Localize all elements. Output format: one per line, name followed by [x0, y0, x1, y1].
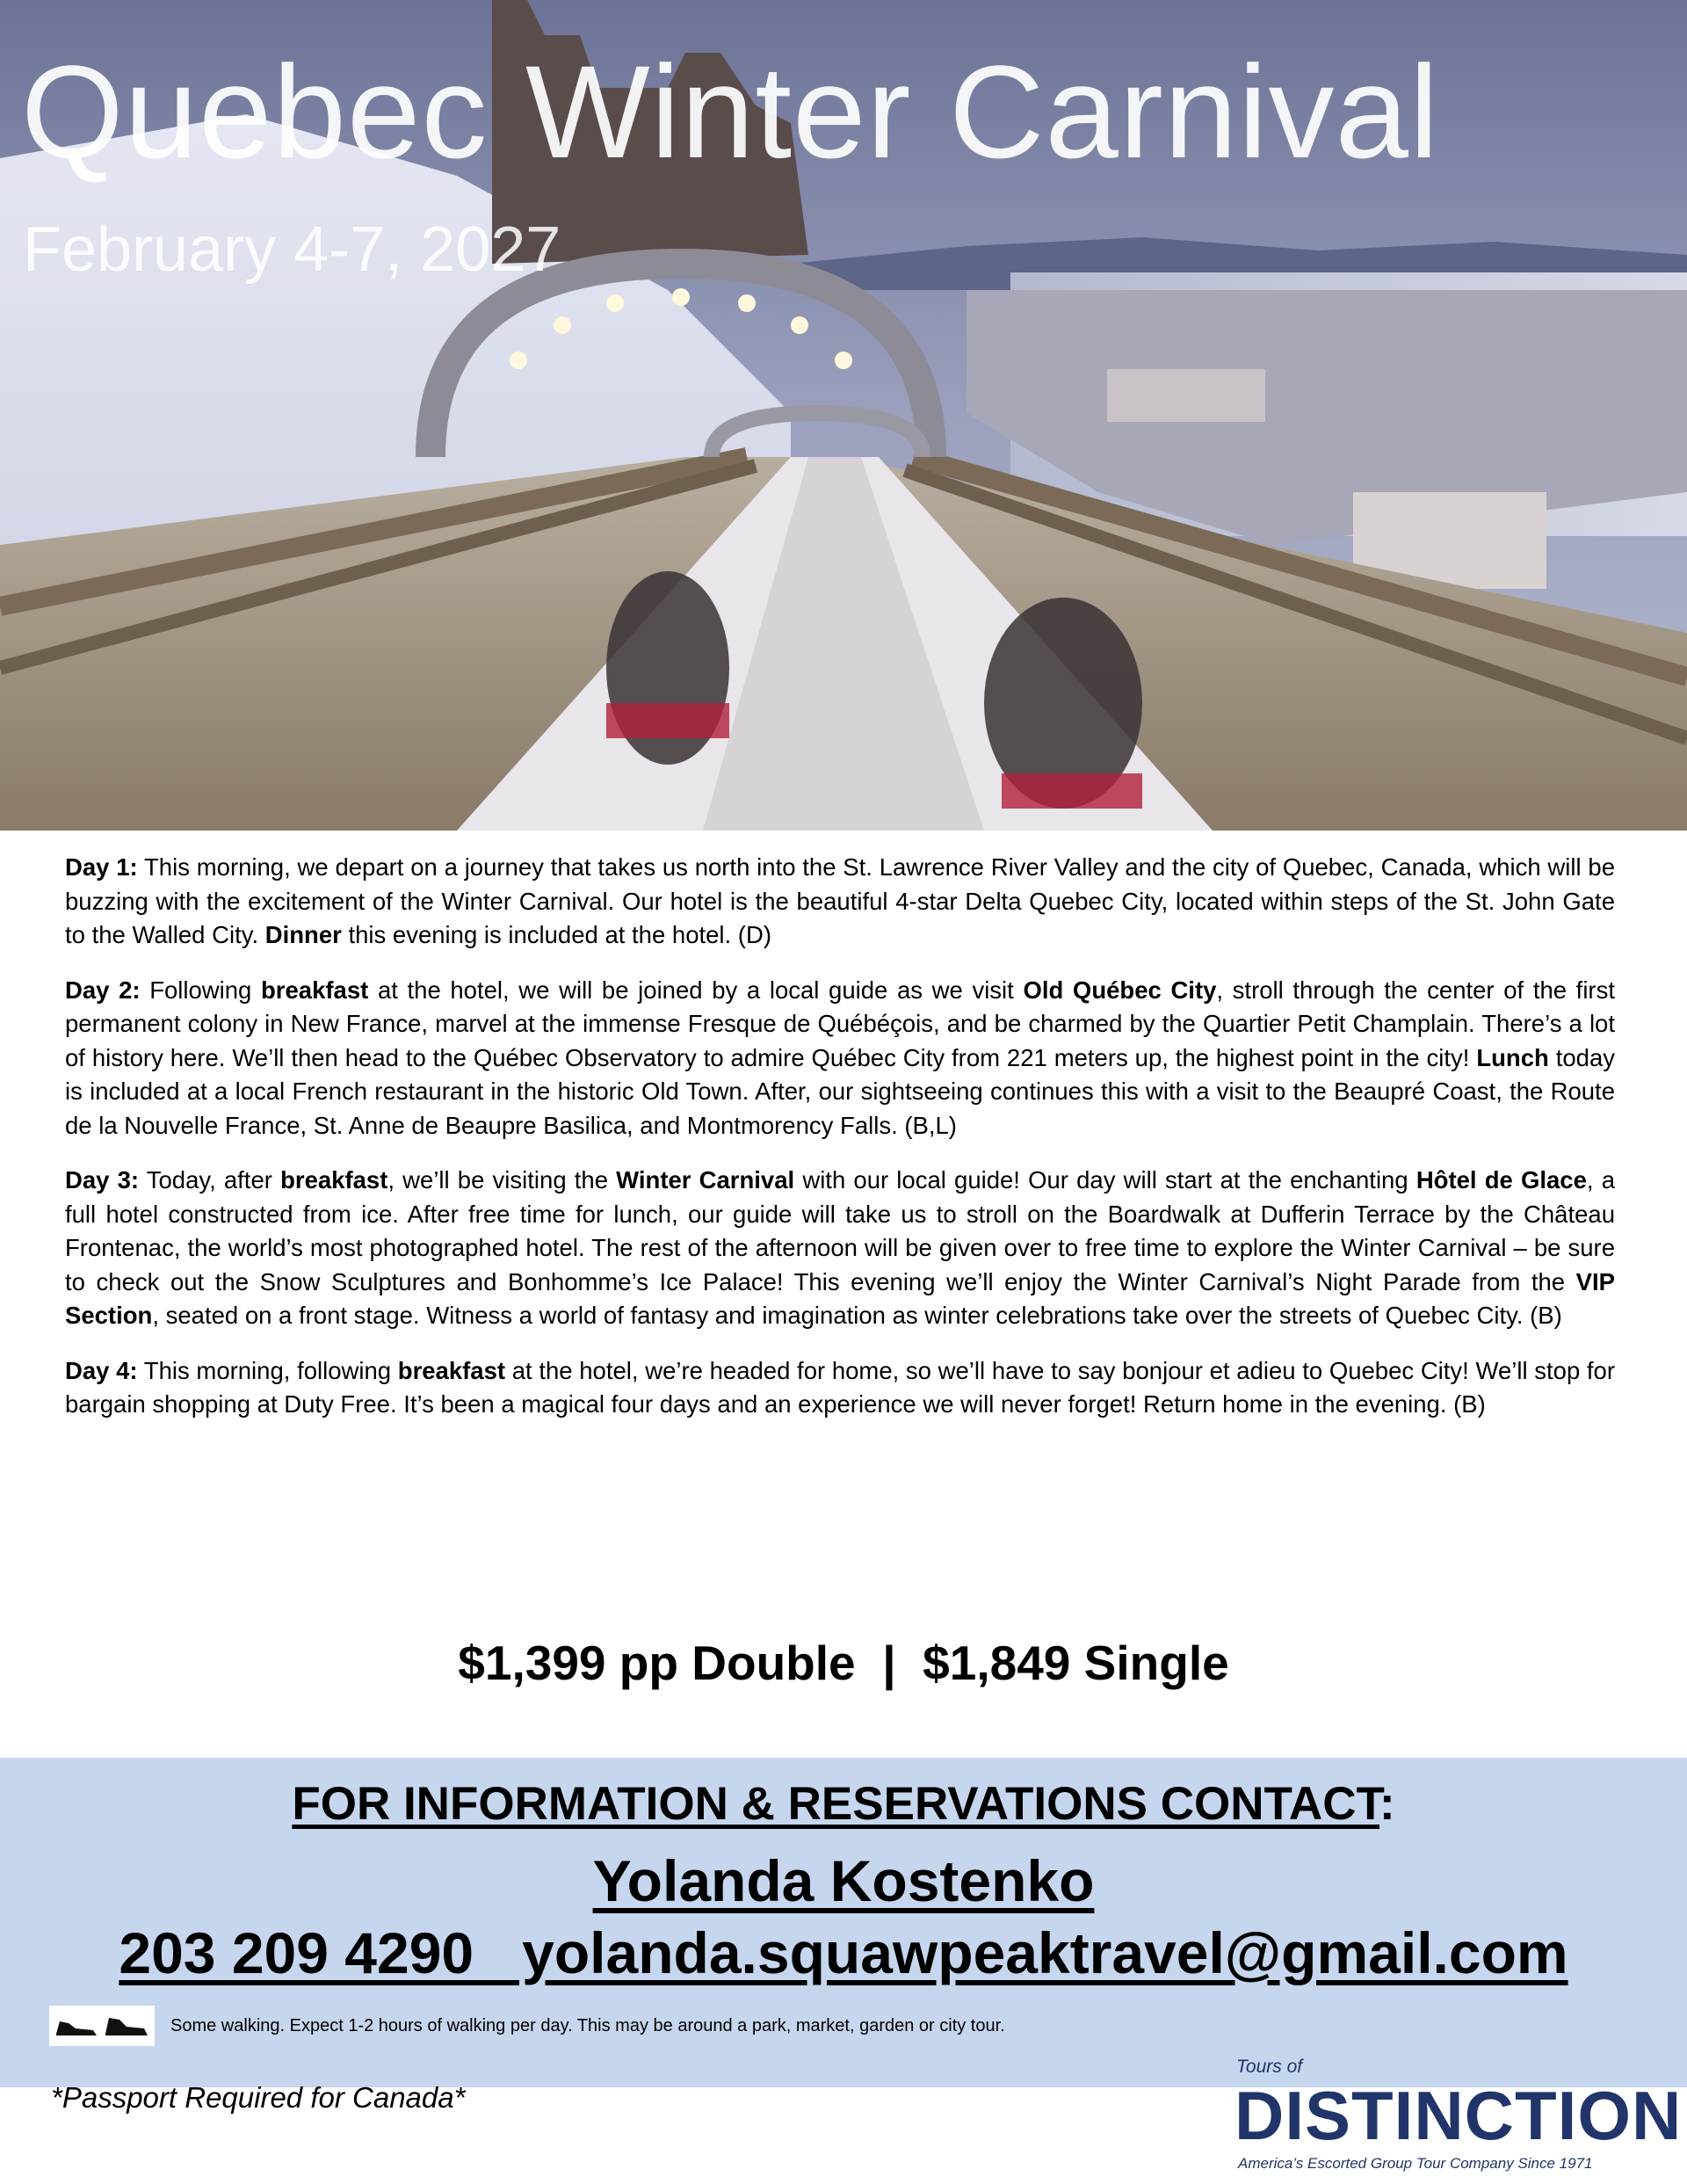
contact-band [0, 1758, 1687, 2087]
passport-note: *Passport Required for Canada* [51, 2081, 466, 2114]
day-text: Today, after [139, 1166, 281, 1194]
itinerary-day-3 [65, 1164, 1615, 1333]
hero-image [0, 0, 1687, 831]
price-line: $1,399 pp Double | $1,849 Single [458, 1636, 1229, 1690]
contact-heading [0, 1777, 1687, 1831]
contact-heading-text: FOR INFORMATION & RESERVATIONS CONTACT [292, 1778, 1379, 1830]
day-label: Day 1: [65, 853, 138, 881]
walking-note [49, 2006, 1005, 2046]
logo-tagline: America’s Escorted Group Tour Company Since 1971 [1238, 2155, 1593, 2172]
day-text: This morning, we depart on a journey that takes us north into the St. Lawrence River Valley and the city of Quebec, Canada, which will be buzzing with the excitement of the Winter Carnival. Our hotel is the beautiful 4-star Delta Quebec City, located within steps of the St. John Gate to the Walled City. [65, 853, 1615, 948]
day-text: , we’ll be visiting the [387, 1166, 617, 1194]
day-text: today is included at a local French restaurant in the historic Old Town. After, our sightseeing continues this with a visit to the Beaupré Coast, the Route de la Nouvelle France, St. Anne de Beaupre Basilica, and Montmorency Falls. (B,L) [65, 1043, 1615, 1139]
day-label: Day 2: [65, 976, 141, 1004]
itinerary-day-2 [65, 974, 1615, 1143]
day-text: at the hotel, we’re headed for home, so we’ll have to say bonjour et adieu to Quebec City! We’ll stop for bargain shopping at Duty Free. It’s been a magical four days and an experience we will never forget! Return home in the evening. (B) [65, 1356, 1616, 1418]
tours-of-distinction-logo [1234, 2053, 1683, 2176]
itinerary [65, 851, 1615, 1443]
day-text: This morning, following [137, 1356, 398, 1384]
day-highlight: VIP Section [65, 1267, 1615, 1329]
day-text: , seated on a front stage. Witness a world of fantasy and imagination as winter celebrations take over the streets of Quebec City. (B) [152, 1302, 1562, 1329]
day-text: at the hotel, we will be joined by a local guide as we visit [368, 976, 1024, 1004]
day-text: with our local guide! Our day will start at the enchanting [794, 1166, 1416, 1194]
day-label: Day 3: [65, 1166, 140, 1194]
logo-wordmark: DISTINCTION [1234, 2077, 1683, 2154]
day-text: this evening is included at the hotel. (D) [341, 921, 771, 948]
day-highlight: breakfast [280, 1166, 388, 1194]
walking-note-text: Some walking. Expect 1-2 hours of walking per day. This may be around a park, market, garden or city tour. [170, 2015, 1005, 2035]
itinerary-day-1 [65, 851, 1615, 953]
hero-title: Quebec Winter Carnival [21, 38, 1440, 185]
day-text: , a full hotel constructed from ice. After free time for lunch, our guide will take us to stroll on the Boardwalk at Dufferin Terrace by the Château Frontenac, the world’s most photographed hotel. The rest of the afternoon will be given over to free time to explore the Winter Carnival – be sure to check out the Snow Sculptures and Bonhomme’s Ice Palace! This evening we’ll enjoy the Winter Carnival’s Night Parade from the [65, 1166, 1615, 1295]
itinerary-day-4 [65, 1354, 1615, 1422]
contact-name: Yolanda Kostenko [592, 1848, 1095, 1913]
day-highlight: Old Québec City [1023, 976, 1217, 1004]
logo-small-text: Tours of [1236, 2057, 1303, 2077]
day-highlight: breakfast [397, 1356, 506, 1384]
day-highlight: Hôtel de Glace [1415, 1166, 1587, 1194]
walking-shoes-icon [49, 2006, 155, 2046]
day-highlight: Dinner [264, 921, 342, 948]
contact-heading-colon: : [1379, 1778, 1395, 1830]
hero-date: February 4-7, 2027 [23, 214, 561, 285]
day-label: Day 4: [65, 1356, 138, 1384]
day-text: , stroll through the center of the first permanent colony in New France, marvel at the immense Fresque de Québéçois, and be charmed by the Quartier Petit Champlain. There’s a lot of history here. We’ll then head to the Québec Observatory to admire Québec City from 221 meters up, the highest point in the city! [65, 976, 1615, 1071]
day-text: Following [140, 976, 261, 1004]
day-highlight: breakfast [261, 976, 369, 1004]
day-highlight: Lunch [1476, 1043, 1549, 1071]
day-highlight: Winter Carnival [616, 1166, 795, 1194]
contact-phone-email[interactable]: 203 209 4290 yolanda.squawpeaktravel@gmail.com [119, 1920, 1568, 1985]
